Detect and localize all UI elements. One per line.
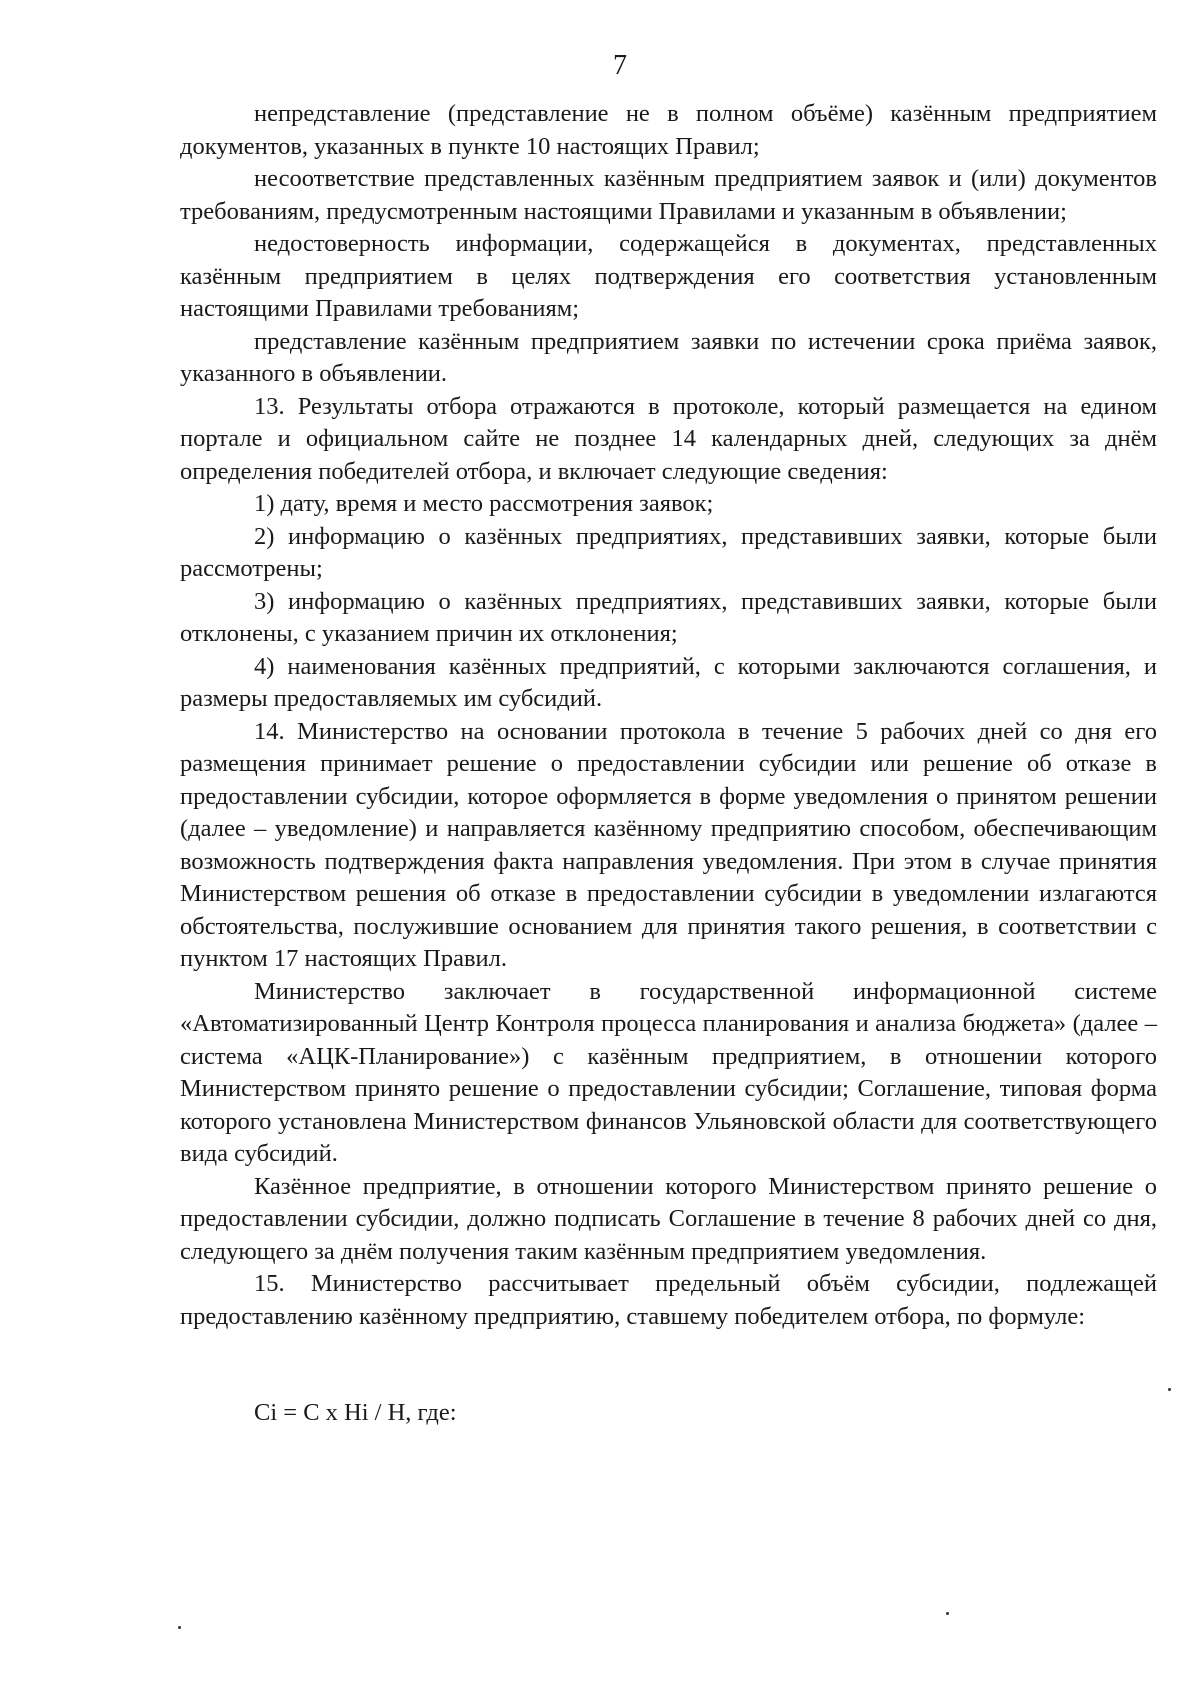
- paragraph-late-submission: представление казённым предприятием заявки по истечении срока приёма заявок, указанного в объявлении.: [180, 327, 1157, 387]
- paragraph-non-submission: непредставление (представление не в полном объёме) казённым предприятием документов, указанных в пункте 10 настоящих Правил;: [180, 100, 1157, 160]
- list-item-1: 1) дату, время и место рассмотрения заявок;: [254, 490, 714, 517]
- paragraph-clause-15: 15. Министерство рассчитывает предельный объём субсидии, подлежащей предоставлению казённому предприятию, ставшему победителем отбора, по формуле:: [180, 1270, 1157, 1330]
- document-body: [180, 98, 1157, 1430]
- list-item-3: 3) информацию о казённых предприятиях, представивших заявки, которые были отклонены, с указанием причин их отклонения;: [180, 587, 1157, 647]
- formula: Ci = C x Hi / H, где:: [254, 1399, 457, 1426]
- paragraph-agreement-system: Министерство заключает в государственной информационной системе «Автоматизированный Центр Контроля процесса планирования и анализа бюджета» (далее – система «АЦК-Планирование») с казённым предприятием, в отношении которого Министерством принято решение о предоставлении субсидии; Соглашение, типовая форма которого установлена Министерством финансов Ульяновской области для соответствующего вида субсидий.: [180, 977, 1157, 1167]
- list-item-2: 2) информацию о казённых предприятиях, представивших заявки, которые были рассмотрены;: [180, 522, 1157, 582]
- paragraph-non-compliance: несоответствие представленных казённым предприятием заявок и (или) документов требованиям, предусмотренным настоящими Правилами и указанным в объявлении;: [180, 165, 1157, 225]
- paragraph-signing-deadline: Казённое предприятие, в отношении которого Министерством принято решение о предоставлении субсидии, должно подписать Соглашение в течение 8 рабочих дней со дня, следующего за днём получения таким казённым предприятием уведомления.: [180, 1172, 1157, 1265]
- scan-speck: [178, 1626, 181, 1629]
- paragraph-unreliable-info: недостоверность информации, содержащейся в документах, представленных казённым предприятием в целях подтверждения его соответствия установленным настоящими Правилами требованиям;: [180, 230, 1157, 322]
- scan-speck: [946, 1612, 949, 1615]
- page-number: 7: [613, 50, 627, 81]
- paragraph-clause-13: 13. Результаты отбора отражаются в протоколе, который размещается на едином портале и официальном сайте не позднее 14 календарных дней, следующих за днём определения победителей отбора, и включает следующие сведения:: [180, 392, 1157, 485]
- list-item-4: 4) наименования казённых предприятий, с которыми заключаются соглашения, и размеры предоставляемых им субсидий.: [180, 652, 1157, 712]
- scan-speck: [1168, 1388, 1171, 1391]
- paragraph-clause-14: 14. Министерство на основании протокола в течение 5 рабочих дней со дня его размещения принимает решение о предоставлении субсидии или решение об отказе в предоставлении субсидии, которое оформляется в форме уведомления о принятом решении (далее – уведомление) и направляется казённому предприятию способом, обеспечивающим возможность подтверждения факта направления уведомления. При этом в случае принятия Министерством решения об отказе в предоставлении субсидии в уведомлении излагаются обстоятельства, послужившие основанием для принятия такого решения, в соответствии с пунктом 17 настоящих Правил.: [180, 717, 1157, 972]
